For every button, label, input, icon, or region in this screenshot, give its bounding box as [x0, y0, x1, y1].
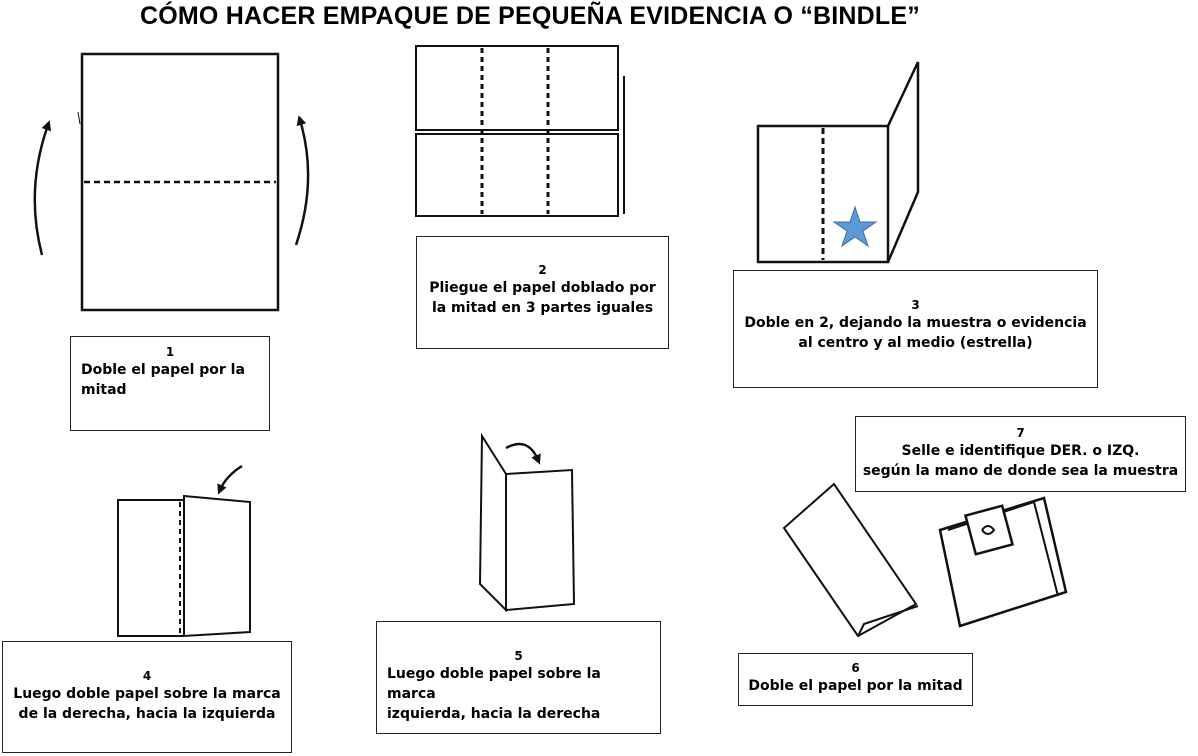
step4-number: 4	[142, 669, 152, 683]
step5-arrow	[506, 444, 538, 460]
step6-number: 6	[851, 661, 860, 675]
step5-back-panel	[480, 436, 506, 610]
step1-right-arrow	[296, 120, 308, 245]
step2-line1: Pliegue el papel doblado por	[429, 280, 656, 296]
step7-line2: según la mano de donde sea la muestra	[862, 463, 1179, 479]
page-title: CÓMO HACER EMPAQUE DE PEQUEÑA EVIDENCIA O “BINDLE”	[140, 2, 920, 30]
step2-line2: la mitad en 3 partes iguales	[431, 300, 654, 316]
step2-paper-top	[416, 46, 618, 130]
step7-line1: Selle e identifique DER. o IZQ.	[901, 443, 1140, 459]
step7-number: 7	[1016, 426, 1025, 440]
step3-caption	[733, 270, 1098, 388]
step4-illustration	[118, 466, 250, 636]
step5-number: 5	[514, 649, 523, 663]
step2-caption	[416, 236, 669, 349]
step1-illustration	[35, 54, 308, 310]
step4-flap	[184, 496, 250, 636]
step4-paper	[118, 500, 184, 636]
step6-text: Doble el papel por la mitad	[748, 678, 963, 694]
step3-number: 3	[911, 298, 920, 312]
step5-illustration	[480, 436, 574, 610]
step1-number: 1	[165, 345, 175, 359]
step5-line1: Luego doble papel sobre la marca	[387, 666, 601, 702]
step1-caption	[70, 336, 270, 431]
step4-line1: Luego doble papel sobre la marca	[13, 686, 281, 702]
step3-illustration	[758, 62, 918, 262]
step5-front-panel	[506, 470, 574, 610]
step2-number: 2	[538, 263, 547, 277]
step5-caption	[376, 621, 661, 734]
step1-left-arrow	[35, 125, 48, 255]
step4-arrow	[220, 466, 242, 490]
step3-line1: Doble en 2, dejando la muestra o evidencia	[744, 315, 1087, 331]
step1-text: Doble el papel por la mitad	[81, 362, 245, 398]
step5-line2: izquierda, hacia la derecha	[387, 706, 601, 722]
step3-line2: al centro y al medio (estrella)	[798, 335, 1033, 351]
step3-raised-flap	[888, 62, 918, 262]
step3-star-icon	[834, 207, 876, 246]
step7-caption	[855, 416, 1186, 492]
step4-line2: de la derecha, hacia la izquierda	[18, 706, 276, 722]
step2-paper-bottom	[416, 134, 618, 216]
step2-illustration	[416, 46, 624, 216]
step6-caption	[738, 653, 973, 706]
step4-caption	[2, 641, 292, 753]
step6-illustration	[784, 484, 1066, 636]
